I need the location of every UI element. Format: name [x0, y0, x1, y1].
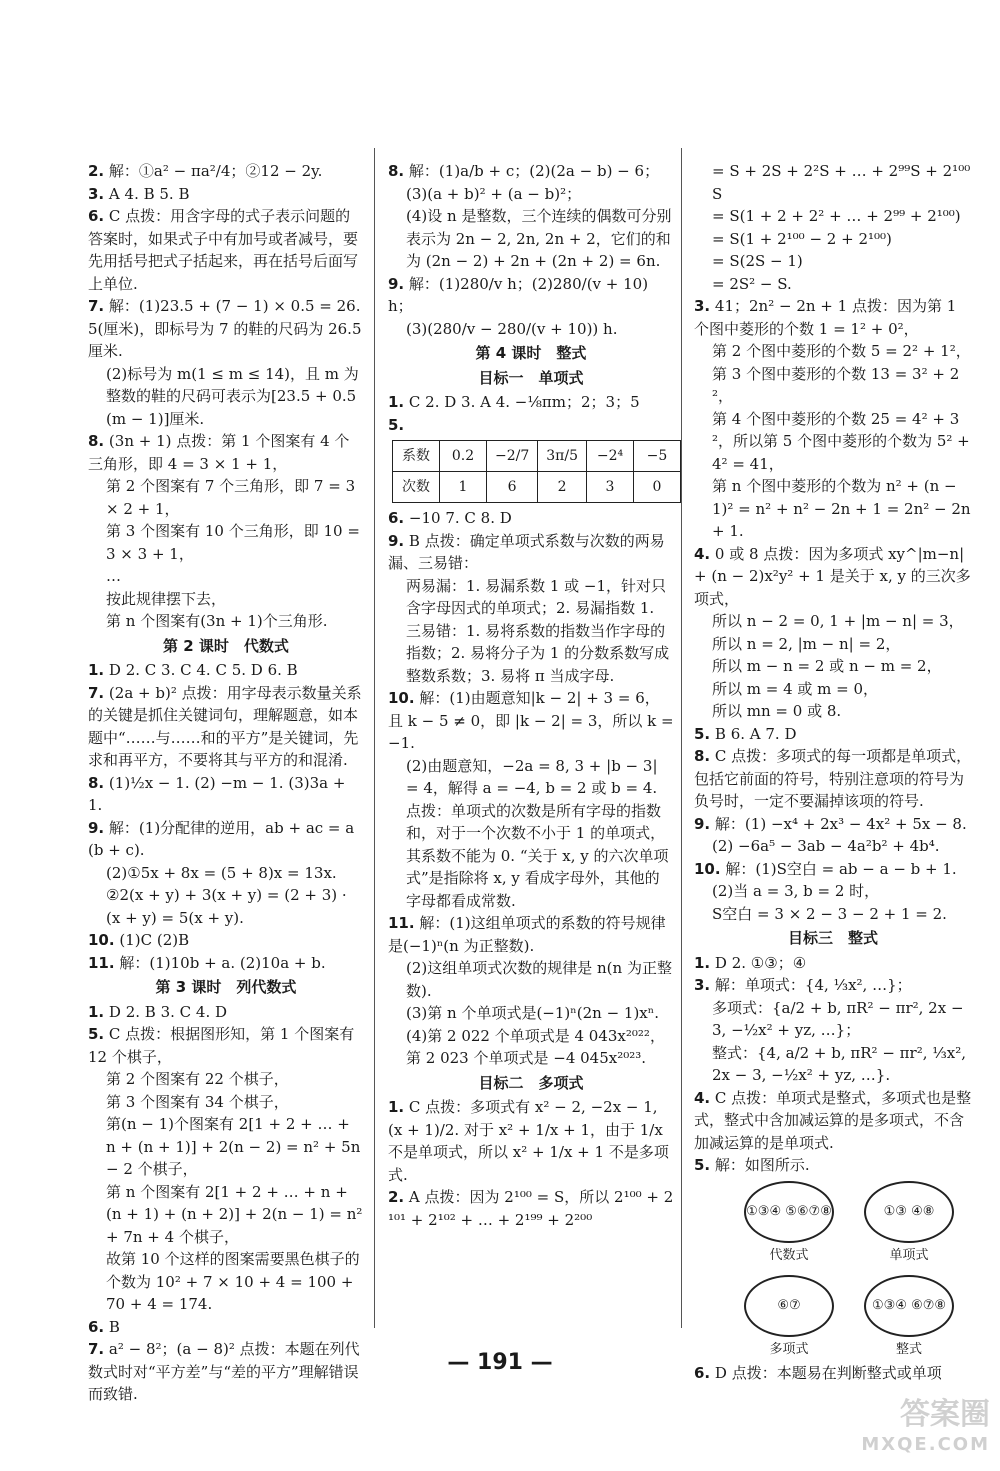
answer-text: 按此规律摆下去， — [106, 589, 227, 608]
answer-text: (1)½x − 1. (2) −m − 1. (3)3a + 1. — [88, 773, 346, 814]
table-cell: 0 — [634, 472, 681, 503]
answer-text: C 点拨：多项式有 x² − 2, −2x − 1, (x + 1)/2. 对于 x² + 1/x + 1，由于 1/x 不是单项式，所以 x² + 1/x + 1 不是多项式. — [388, 1098, 669, 1184]
answer-text: C 点拨：用含字母的式子表示问题的答案时，如果式子中有加号或者减号，要先用括号把式子括起来，再在括号后面写上单位. — [88, 207, 359, 293]
answer-text: 两易漏：1. 易漏系数 1 或 −1，针对只含字母因式的单项式；2. 易漏指数 1. — [406, 576, 667, 617]
answer-text: (3)(280/v − 280/(v + 10)) h. — [406, 319, 618, 338]
question-number: 2. — [88, 162, 105, 180]
set-label: 单项式 — [889, 1247, 929, 1263]
answer-line — [694, 610, 972, 633]
question-number: 11. — [388, 914, 415, 932]
answer-line — [694, 858, 972, 881]
section-heading: 目标三 整式 — [787, 929, 878, 947]
column-right — [694, 160, 972, 1384]
answer-line — [388, 800, 674, 913]
question-number: 4. — [694, 1088, 711, 1107]
answer-line — [694, 700, 972, 723]
watermark — [790, 1397, 990, 1460]
answer-text: D 2. ①③；④ — [714, 953, 807, 972]
answer-line — [694, 250, 972, 273]
page-number: — 191 — — [447, 1350, 553, 1375]
set-label: 整式 — [895, 1342, 922, 1357]
table-cell: 1 — [440, 472, 487, 503]
answer-line — [88, 160, 364, 183]
answer-line — [694, 1154, 972, 1177]
table-cell: 3 — [587, 472, 634, 503]
question-number: 3. — [694, 297, 711, 315]
answer-text: A 4. B 5. B — [108, 184, 190, 203]
answer-line — [694, 952, 972, 975]
question-number: 3. — [88, 184, 105, 203]
answer-line — [88, 1068, 364, 1091]
set-ellipse: ①③④ ⑤⑥⑦⑧ — [744, 1181, 834, 1243]
answer-line — [388, 1186, 674, 1231]
question-number: 1. — [694, 953, 711, 972]
answer-text: 第 4 个图中菱形的个数 25 = 4² + 3²，所以第 5 个图中菱形的个数为 5² + 4² = 41， — [712, 409, 970, 473]
answer-line — [88, 862, 364, 885]
answer-line — [88, 205, 364, 295]
answer-text: 多项式：{a/2 + b, πR² − πr², 2x − 3, −½x² + yz, …}； — [712, 998, 964, 1039]
answer-line — [388, 530, 674, 575]
answer-line — [694, 228, 972, 251]
question-number: 6. — [88, 207, 105, 225]
answer-line — [88, 588, 364, 611]
answer-line — [694, 974, 972, 997]
answer-text: 解：(1)23.5 + (7 − 1) × 0.5 = 26.5(厘米)，即标号为 7 的鞋的尺码为 26.5 厘米. — [88, 297, 362, 360]
answer-line — [388, 575, 674, 620]
section-heading: 第 2 课时 代数式 — [163, 636, 289, 655]
answer-line — [88, 183, 364, 206]
answer-line — [88, 1113, 364, 1181]
section-heading: 目标二 多项式 — [478, 1073, 584, 1092]
answer-line — [88, 475, 364, 520]
question-number: 9. — [88, 818, 105, 837]
answer-text: C 点拨：单项式是整式，多项式也是整式，整式中含加减运算的是多项式，不含加减运算的是单项式. — [694, 1088, 972, 1152]
answer-text: 解：单项式：{4, ⅓x², …}； — [714, 976, 912, 994]
answer-text: a² − 8²；(a − 8)² 点拨：本题在列代数式时对“平方差”与“差的平方”理解错误而致错. — [88, 1340, 360, 1403]
answer-text: S空白 = 3 × 2 − 3 − 2 + 1 = 2. — [712, 904, 947, 923]
set-group — [864, 1275, 954, 1362]
answer-line — [88, 772, 364, 817]
set-group — [864, 1181, 954, 1268]
set-group — [744, 1275, 834, 1362]
answer-text: 所以 mn = 0 或 8. — [712, 702, 842, 720]
answer-text: (1)C (2)B — [119, 931, 190, 949]
answer-text: 整式：{4, a/2 + b, πR² − πr², ⅓x², 2x − 3, −½x² + yz, …}. — [712, 1043, 967, 1084]
answer-line — [694, 633, 972, 656]
answer-line — [388, 1025, 674, 1070]
answer-text: (4)第 2 022 个单项式是 4 043x²⁰²²，第 2 023 个单项式是 −4 045x²⁰²³. — [406, 1026, 665, 1067]
answer-text: 解：(1)这组单项式的系数的符号规律是(−1)ⁿ(n 为正整数). — [388, 914, 666, 955]
answer-text: B 6. A 7. D — [714, 724, 797, 743]
answer-line — [88, 952, 364, 975]
question-number: 6. — [388, 509, 405, 527]
question-number: 5. — [694, 1156, 711, 1174]
table-cell: 6 — [487, 472, 538, 503]
answer-text: ②2(x + y) + 3(x + y) = (2 + 3) · (x + y) = 5(x + y). — [106, 886, 347, 927]
column-divider-1 — [374, 148, 375, 1328]
question-number: 8. — [88, 773, 105, 792]
set-ellipse: ①③④ ⑥⑦⑧ — [864, 1275, 954, 1337]
answer-text: (2)①5x + 8x = (5 + 8)x = 13x. — [106, 863, 337, 882]
question-number: 9. — [388, 531, 405, 550]
answer-text: C 2. D 3. A 4. −⅛πm；2；3；5 — [408, 393, 640, 411]
answer-line — [694, 1042, 972, 1087]
answer-text: = S(1 + 2¹⁰⁰ − 2 + 2¹⁰⁰) — [712, 229, 892, 248]
answer-line — [88, 520, 364, 565]
question-number: 5. — [88, 1025, 105, 1043]
answer-line — [388, 205, 674, 273]
answer-line — [694, 475, 972, 543]
answer-text: = S + 2S + 2²S + … + 2⁹⁹S + 2¹⁰⁰S — [712, 162, 971, 203]
answer-text: 所以 n = 2, |m − n| = 2， — [712, 634, 901, 653]
answer-text: B — [108, 1317, 120, 1336]
answer-text: 第 2 个图案有 7 个三角形，即 7 = 3 × 2 + 1， — [106, 477, 356, 518]
answer-text: = S(1 + 2 + 2² + … + 2⁹⁹ + 2¹⁰⁰) — [712, 207, 961, 225]
answer-text: 第 n 个图案有(3n + 1)个三角形. — [106, 612, 328, 630]
section-heading: 目标一 单项式 — [478, 368, 584, 387]
answer-text: (3)(a + b)² + (a − b)²； — [406, 184, 582, 203]
table-cell: 次数 — [393, 472, 440, 503]
question-number: 8. — [88, 432, 105, 450]
set-ellipse: ⑥⑦ — [744, 1275, 834, 1337]
answer-line — [388, 414, 674, 437]
answer-line — [88, 1181, 364, 1249]
answer-text: 第(n − 1)个图案有 2[1 + 2 + … + n + (n + 1)] + 2(n − 2) = n² + 5n − 2 个棋子， — [106, 1115, 361, 1178]
question-number: 8. — [694, 747, 711, 765]
answer-line — [388, 620, 674, 688]
set-ellipse: ①③ ④⑧ — [864, 1181, 954, 1243]
answer-line — [88, 610, 364, 633]
answer-text: A 点拨：因为 2¹⁰⁰ = S，所以 2¹⁰⁰ + 2¹⁰¹ + 2¹⁰² + … + 2¹⁹⁹ + 2²⁰⁰ — [388, 1188, 674, 1229]
answer-text: = 2S² − S. — [712, 274, 792, 293]
column-left — [88, 160, 364, 1406]
watermark-url: MXQE.COM — [861, 1434, 990, 1455]
answer-line — [694, 678, 972, 701]
question-number: 6. — [694, 1363, 711, 1382]
table-cell: −2⁴ — [587, 441, 634, 472]
answer-line — [388, 687, 674, 755]
answer-line — [388, 755, 674, 800]
answer-line — [88, 682, 364, 772]
answer-line — [88, 1001, 364, 1024]
table-cell: 2 — [538, 472, 587, 503]
column-divider-2 — [681, 148, 682, 1328]
answer-line — [694, 655, 972, 678]
answer-text: (2)这组单项式次数的规律是 n(n 为正整数). — [406, 959, 672, 1000]
question-number: 10. — [88, 931, 115, 949]
answer-text: 所以 m = 4 或 m = 0， — [712, 679, 879, 698]
question-number: 6. — [88, 1317, 105, 1336]
answer-line — [88, 929, 364, 952]
question-number: 9. — [388, 274, 405, 293]
question-number: 7. — [88, 1340, 105, 1358]
answer-text: 所以 m − n = 2 或 n − m = 2， — [712, 657, 942, 675]
answer-text: C 点拨：根据图形知，第 1 个图案有 12 个棋子， — [88, 1025, 355, 1066]
answer-line — [694, 205, 972, 228]
answer-text: (2) −6a⁵ − 3ab − 4a²b² + 4b⁴. — [712, 837, 940, 855]
watermark-text: 答案圈 — [900, 1397, 990, 1432]
answer-text: … — [106, 567, 121, 585]
answer-line — [388, 391, 674, 414]
set-group — [744, 1181, 834, 1268]
set-label: 多项式 — [769, 1342, 809, 1357]
table-cell: −2/7 — [487, 441, 538, 472]
question-number: 1. — [88, 661, 105, 679]
answer-text: 第 3 个图案有 10 个三角形，即 10 = 3 × 3 + 1， — [106, 522, 360, 563]
answer-line — [694, 408, 972, 476]
answer-line — [694, 880, 972, 903]
monomial-table — [392, 440, 681, 503]
answer-line — [388, 160, 674, 183]
answer-line — [88, 295, 364, 363]
answer-line — [88, 1091, 364, 1114]
answer-line — [388, 273, 674, 318]
table-cell: 0.2 — [440, 441, 487, 472]
answer-text: 41；2n² − 2n + 1 点拨：因为第 1 个图中菱形的个数 1 = 1² + 0²， — [694, 297, 957, 338]
answer-line — [88, 430, 364, 475]
answer-line — [694, 160, 972, 205]
answer-line — [88, 884, 364, 929]
answer-line — [694, 745, 972, 813]
answer-line — [694, 340, 972, 363]
question-number: 1. — [388, 1098, 405, 1116]
answer-text: D 2. C 3. C 4. C 5. D 6. B — [108, 661, 298, 679]
question-number: 9. — [694, 814, 711, 833]
question-number: 10. — [694, 859, 721, 878]
answer-line — [388, 912, 674, 957]
answer-line — [88, 1023, 364, 1068]
answer-line — [694, 835, 972, 858]
answer-line — [88, 1316, 364, 1339]
answer-text: 0 或 8 点拨：因为多项式 xy^|m−n| + (n − 2)x²y² + 1 是关于 x, y 的三次多项式， — [694, 544, 971, 608]
question-number: 5. — [388, 415, 405, 434]
answer-text: 解：(1)S空白 = ab − a − b + 1. — [725, 859, 957, 878]
answer-line — [388, 1096, 674, 1186]
answer-text: B 点拨：确定单项式系数与次数的两易漏、三易错： — [388, 531, 665, 572]
answer-line — [88, 1248, 364, 1316]
answer-text: −10 7. C 8. D — [408, 509, 512, 527]
answer-line — [694, 363, 972, 408]
answer-line — [388, 1002, 674, 1025]
question-number: 1. — [388, 393, 405, 411]
question-number: 10. — [388, 689, 415, 707]
answer-text: (2)当 a = 3, b = 2 时， — [712, 882, 880, 900]
question-number: 5. — [694, 724, 711, 743]
answer-line — [694, 813, 972, 836]
answer-text: (3n + 1) 点拨：第 1 个图案有 4 个三角形，即 4 = 3 × 1 + 1， — [88, 432, 350, 473]
answer-text: (2)标号为 m(1 ≤ m ≤ 14)，且 m 为整数的鞋的尺码可表示为[23.5 + 0.5(m − 1)]厘米. — [106, 364, 359, 428]
answer-text: 第 n 个图案有 2[1 + 2 + … + n + (n + 1) + (n + 2)] + 2(n − 1) = n² + 7n + 4 个棋子， — [106, 1182, 363, 1246]
answer-line — [694, 723, 972, 746]
answer-line — [694, 273, 972, 296]
table-row — [393, 441, 681, 472]
answer-line — [388, 957, 674, 1002]
answer-line — [388, 318, 674, 341]
answer-text: D 2. B 3. C 4. D — [108, 1002, 228, 1021]
answer-text: 三易错：1. 易将系数的指数当作字母的指数；2. 易将分子为 1 的分数系数写成整数系数；3. 易将 π 当成字母. — [406, 621, 670, 685]
answer-text: 第 3 个图中菱形的个数 13 = 3² + 2²， — [712, 364, 960, 405]
answer-text: (2a + b)² 点拨：用字母表示数量关系的关键是抓住关键词句，理解题意，如本题中“……与……和的平方”是关键词，先求和再平方，不要将其与平方的和混淆. — [88, 683, 362, 769]
table-cell: 3π/5 — [538, 441, 587, 472]
answer-text: 解：(1)a/b + c；(2)(2a − b) − 6； — [408, 162, 660, 180]
answer-text: (2)由题意知，−2a = 8, 3 + |b − 3| = 4，解得 a = −4, b = 2 或 b = 4. — [406, 756, 658, 797]
table-cell: 系数 — [393, 441, 440, 472]
set-diagram — [694, 1181, 972, 1362]
answer-text: D 点拨：本题易在判断整式或单项 — [714, 1363, 942, 1382]
section-heading: 第 3 课时 列代数式 — [155, 978, 297, 996]
answer-text: 第 2 个图案有 22 个棋子， — [106, 1070, 289, 1088]
question-number: 7. — [88, 683, 105, 702]
answer-line — [694, 1087, 972, 1155]
answer-text: 解：如图所示. — [714, 1156, 810, 1174]
answer-text: 故第 10 个这样的图案需要黑色棋子的个数为 10² + 7 × 10 + 4 = 100 + 70 + 4 = 174. — [106, 1250, 360, 1313]
answer-text: 解：(1)280/v h；(2)280/(v + 10) h； — [388, 274, 649, 315]
answer-text: 解：(1)10b + a. (2)10a + b. — [119, 953, 326, 972]
answer-text: 第 3 个图案有 34 个棋子， — [106, 1092, 289, 1111]
answer-text: 点拨：单项式的次数是所有字母的指数和，对于一个次数不小于 1 的单项式，其系数不能为 0. “关于 x, y 的六次单项式”是指除将 x, y 看成字母外，其他的字母都看成常数. — [406, 801, 669, 910]
answer-text: 解：(1)分配律的逆用，ab + ac = a(b + c). — [88, 818, 355, 859]
set-label: 代数式 — [769, 1247, 809, 1263]
answer-text: 解：(1)由题意知|k − 2| + 3 = 6，且 k − 5 ≠ 0，即 |k − 2| = 3，所以 k = −1. — [388, 689, 674, 752]
answer-line — [694, 997, 972, 1042]
answer-line — [88, 817, 364, 862]
question-number: 1. — [88, 1002, 105, 1021]
question-number: 8. — [388, 162, 405, 180]
answer-text: 第 2 个图中菱形的个数 5 = 2² + 1²， — [712, 342, 971, 360]
table-row — [393, 472, 681, 503]
answer-line — [88, 659, 364, 682]
table-cell: −5 — [634, 441, 681, 472]
answer-text: 解：(1) −x⁴ + 2x³ − 4x² + 5x − 8. — [714, 814, 967, 833]
answer-line — [694, 903, 972, 926]
answer-text: (3)第 n 个单项式是(−1)ⁿ(2n − 1)xⁿ. — [406, 1004, 660, 1022]
answer-line — [88, 363, 364, 431]
answer-text: 第 n 个图中菱形的个数为 n² + (n − 1)² = n² + n² − 2n + 1 = 2n² − 2n + 1. — [712, 477, 971, 540]
question-number: 11. — [88, 953, 115, 972]
answer-line — [694, 295, 972, 340]
question-number: 4. — [694, 544, 711, 563]
answer-line — [388, 507, 674, 530]
section-heading: 第 4 课时 整式 — [475, 344, 587, 362]
answer-line — [88, 565, 364, 588]
question-number: 7. — [88, 297, 105, 315]
question-number: 2. — [388, 1188, 405, 1206]
answer-text: (4)设 n 是整数，三个连续的偶数可分别表示为 2n − 2, 2n, 2n + 2，它们的和为 (2n − 2) + 2n + (2n + 2) = 6n. — [406, 207, 672, 270]
answer-line — [388, 183, 674, 206]
answer-text: C 点拨：多项式的每一项都是单项式，包括它前面的符号，特别注意项的符号为负号时，一定不要漏掉该项的符号. — [694, 747, 972, 810]
answer-text: = S(2S − 1) — [712, 252, 803, 270]
question-number: 3. — [694, 976, 711, 994]
answer-text: 解：①a² − πa²/4；②12 − 2y. — [108, 162, 323, 180]
answer-line — [694, 543, 972, 611]
answer-text: 所以 n − 2 = 0, 1 + |m − n| = 3， — [712, 612, 964, 630]
column-middle — [388, 160, 674, 1231]
